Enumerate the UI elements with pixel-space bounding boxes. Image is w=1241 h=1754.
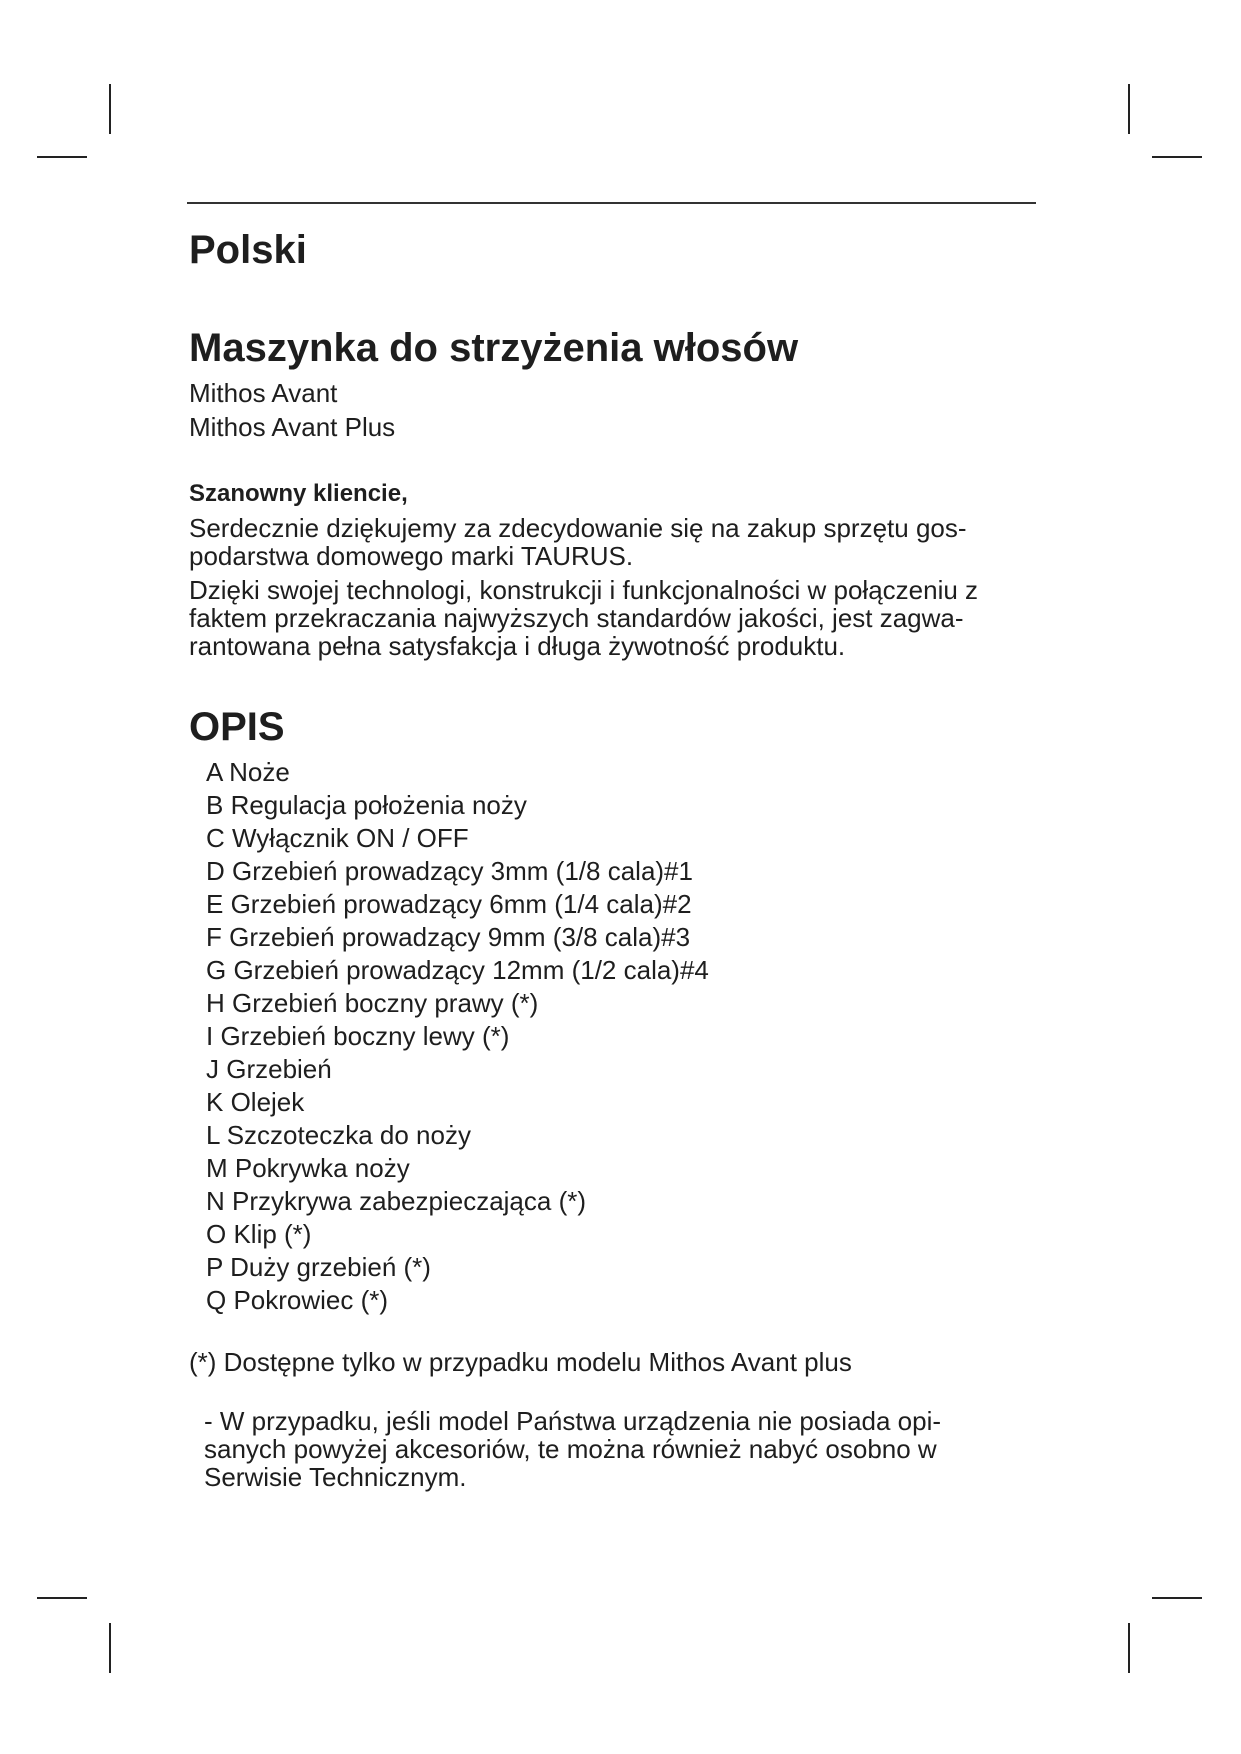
parts-list-item: A Noże xyxy=(206,757,290,787)
greeting: Szanowny kliencie, xyxy=(189,480,408,507)
parts-list-item: K Olejek xyxy=(206,1087,305,1117)
parts-list-item: L Szczoteczka do noży xyxy=(206,1120,471,1150)
crop-mark-bottom-right-horizontal xyxy=(1152,1597,1202,1599)
section-title-description: OPIS xyxy=(189,705,285,749)
parts-list-item: J Grzebień xyxy=(206,1054,332,1084)
model-name: Mithos Avant xyxy=(189,378,338,408)
parts-list-item: C Wyłącznik ON / OFF xyxy=(206,823,469,853)
parts-list-item: M Pokrywka noży xyxy=(206,1153,410,1183)
availability-footnote: (*) Dostępne tylko w przypadku modelu Mithos Avant plus xyxy=(189,1347,852,1377)
parts-list-item: O Klip (*) xyxy=(206,1219,312,1249)
page-content xyxy=(189,220,1049,1491)
parts-list-item: G Grzebień prowadzący 12mm (1/2 cala)#4 xyxy=(206,955,709,985)
parts-list-item: B Regulacja położenia noży xyxy=(206,790,527,820)
parts-list-item: H Grzebień boczny prawy (*) xyxy=(206,988,539,1018)
crop-mark-bottom-right-vertical xyxy=(1128,1623,1130,1673)
crop-mark-bottom-left-vertical xyxy=(109,1623,111,1673)
accessories-note: - W przypadku, jeśli model Państwa urządzenia nie posiada opi-sanych powyżej akcesoriów, te można również nabyć osobno w Serwisie Technicznym. xyxy=(204,1406,942,1492)
intro-paragraph: Serdecznie dziękujemy za zdecydowanie się na zakup sprzętu gos-podarstwa domowego marki TAURUS. xyxy=(189,513,967,571)
header-rule xyxy=(187,202,1036,204)
parts-list-item: I Grzebień boczny lewy (*) xyxy=(206,1021,510,1051)
parts-list-item: Q Pokrowiec (*) xyxy=(206,1285,389,1315)
crop-mark-top-right-horizontal xyxy=(1152,156,1202,158)
product-title: Maszynka do strzyżenia włosów xyxy=(189,326,799,370)
parts-list-item: F Grzebień prowadzący 9mm (3/8 cala)#3 xyxy=(206,922,691,952)
crop-mark-top-right-vertical xyxy=(1128,84,1130,134)
language-title: Polski xyxy=(189,228,307,272)
parts-list-item: P Duży grzebień (*) xyxy=(206,1252,431,1282)
parts-list-item: D Grzebień prowadzący 3mm (1/8 cala)#1 xyxy=(206,856,693,886)
crop-mark-bottom-left-horizontal xyxy=(37,1597,87,1599)
parts-list-item: N Przykrywa zabezpieczająca (*) xyxy=(206,1186,587,1216)
parts-list-item: E Grzebień prowadzący 6mm (1/4 cala)#2 xyxy=(206,889,692,919)
model-name: Mithos Avant Plus xyxy=(189,412,396,442)
crop-mark-top-left-vertical xyxy=(109,84,111,134)
parts-list xyxy=(189,756,1049,1317)
intro-paragraph: Dzięki swojej technologi, konstrukcji i funkcjonalności w połączeniu z faktem przekraczania najwyższych standardów jakości, jest zagwa-rantowana pełna satysfakcja i długa żywotność produktu. xyxy=(189,575,979,661)
crop-mark-top-left-horizontal xyxy=(37,156,87,158)
